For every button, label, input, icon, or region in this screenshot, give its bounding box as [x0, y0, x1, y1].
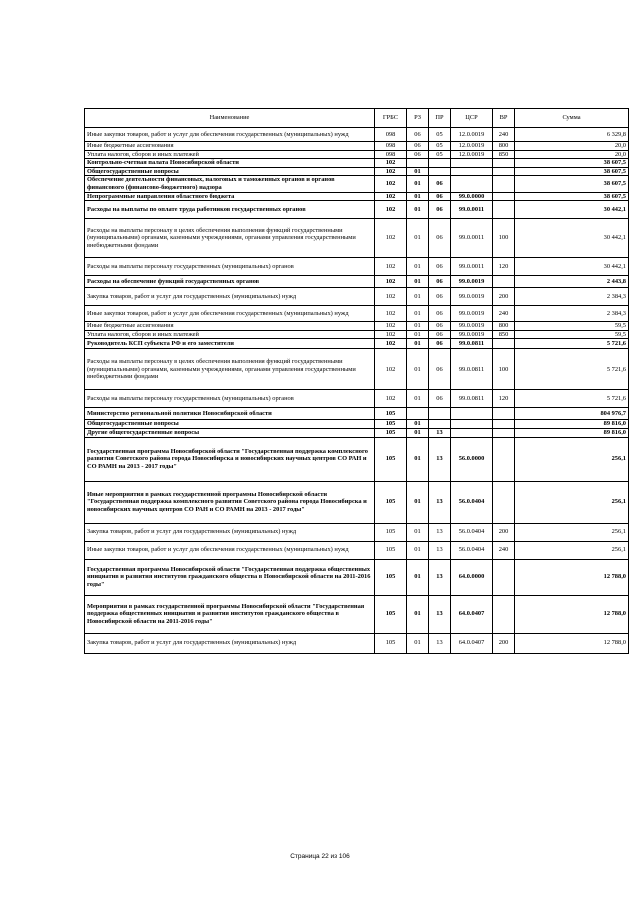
row-name: Расходы на выплаты по оплате труда работников государственных органов [85, 201, 375, 219]
row-csr: 56.0.0000 [451, 437, 493, 481]
row-vr [493, 595, 515, 633]
row-rz: 01 [407, 481, 429, 523]
table-row [85, 167, 629, 176]
row-name: Иные мероприятия в рамках государственной программы Новосибирской области "Государственная поддержка комплексного развития Советского района города Новосибирска и новосибирских научных центров СО РАН и СО РАМН на 2013 - 2017 годы" [85, 481, 375, 523]
row-name: Непрограммные направления областного бюджета [85, 192, 375, 201]
row-name: Иные бюджетные ассигнования [85, 142, 375, 151]
page-number: Страница 22 из 106 [290, 853, 350, 860]
row-pr: 06 [429, 192, 451, 201]
row-sum: 59,5 [515, 330, 629, 339]
row-name: Общегосударственные вопросы [85, 167, 375, 176]
header-rz: РЗ [407, 109, 429, 128]
row-sum: 5 721,6 [515, 390, 629, 408]
row-pr: 06 [429, 349, 451, 390]
row-vr: 100 [493, 349, 515, 390]
row-pr: 13 [429, 595, 451, 633]
row-name: Расходы на выплаты персоналу в целях обеспечения выполнения функций государственными (муниципальными) органами, казенными учреждениями, органами управления государственными внебюджетными фондами [85, 349, 375, 390]
row-grbs: 102 [375, 288, 407, 306]
row-name: Иные закупки товаров, работ и услуг для обеспечения государственных (муниципальных) нужд [85, 541, 375, 559]
row-grbs: 102 [375, 276, 407, 288]
row-name: Расходы на обеспечение функций государственных органов [85, 276, 375, 288]
row-csr: 99.0.0811 [451, 390, 493, 408]
row-grbs: 102 [375, 349, 407, 390]
row-name: Руководитель КСП субъекта РФ и его заместители [85, 339, 375, 349]
row-csr [451, 167, 493, 176]
row-vr [493, 339, 515, 349]
table-row [85, 349, 629, 390]
table-row [85, 258, 629, 276]
row-rz: 01 [407, 192, 429, 201]
row-csr: 99.0.0011 [451, 201, 493, 219]
row-rz [407, 159, 429, 168]
row-pr: 06 [429, 276, 451, 288]
row-name: Общегосударственные вопросы [85, 420, 375, 429]
row-name: Уплата налогов, сборов и иных платежей [85, 150, 375, 159]
header-vr: ВР [493, 109, 515, 128]
row-pr: 13 [429, 633, 451, 653]
row-grbs: 102 [375, 201, 407, 219]
row-vr [493, 176, 515, 192]
table-row [85, 633, 629, 653]
row-sum: 20,0 [515, 150, 629, 159]
row-vr [493, 408, 515, 420]
row-grbs: 105 [375, 408, 407, 420]
row-grbs: 102 [375, 167, 407, 176]
budget-table [84, 108, 629, 654]
table-row [85, 428, 629, 437]
table-row [85, 420, 629, 429]
row-grbs: 105 [375, 523, 407, 541]
row-csr: 64.0.0407 [451, 595, 493, 633]
row-sum: 38 607,5 [515, 167, 629, 176]
table-body [85, 128, 629, 654]
row-sum: 804 976,7 [515, 408, 629, 420]
row-rz: 01 [407, 541, 429, 559]
row-sum: 38 607,5 [515, 192, 629, 201]
row-pr: 06 [429, 330, 451, 339]
header-name: Наименование [85, 109, 375, 128]
row-grbs: 102 [375, 159, 407, 168]
row-vr: 120 [493, 390, 515, 408]
row-pr: 06 [429, 390, 451, 408]
header-csr: ЦСР [451, 109, 493, 128]
row-name: Расходы на выплаты персоналу государственных (муниципальных) органов [85, 390, 375, 408]
row-vr: 120 [493, 258, 515, 276]
row-csr: 99.0.0019 [451, 330, 493, 339]
row-vr: 800 [493, 322, 515, 331]
row-csr: 99.0.0011 [451, 219, 493, 258]
row-vr [493, 481, 515, 523]
row-grbs: 098 [375, 128, 407, 142]
row-name: Иные закупки товаров, работ и услуг для обеспечения государственных (муниципальных) нужд [85, 306, 375, 322]
table-row [85, 523, 629, 541]
row-vr [493, 437, 515, 481]
row-grbs: 102 [375, 192, 407, 201]
row-sum: 5 721,6 [515, 339, 629, 349]
row-csr [451, 176, 493, 192]
row-pr: 06 [429, 288, 451, 306]
table-row [85, 219, 629, 258]
row-vr: 240 [493, 306, 515, 322]
table-row [85, 330, 629, 339]
row-sum: 89 816,0 [515, 428, 629, 437]
row-rz: 06 [407, 150, 429, 159]
header-sum: Сумма [515, 109, 629, 128]
row-pr: 05 [429, 128, 451, 142]
row-pr: 13 [429, 428, 451, 437]
row-vr: 200 [493, 288, 515, 306]
row-vr: 200 [493, 523, 515, 541]
row-name: Контрольно-счетная палата Новосибирской области [85, 159, 375, 168]
row-pr: 13 [429, 523, 451, 541]
row-csr: 12.0.0019 [451, 142, 493, 151]
row-sum: 5 721,6 [515, 349, 629, 390]
row-sum: 38 607,5 [515, 176, 629, 192]
row-csr: 99.0.0019 [451, 306, 493, 322]
row-csr: 99.0.0011 [451, 258, 493, 276]
row-grbs: 102 [375, 306, 407, 322]
row-rz: 01 [407, 339, 429, 349]
row-pr: 06 [429, 339, 451, 349]
header-pr: ПР [429, 109, 451, 128]
table-row [85, 322, 629, 331]
row-pr: 13 [429, 541, 451, 559]
table-row [85, 276, 629, 288]
row-name: Закупка товаров, работ и услуг для государственных (муниципальных) нужд [85, 633, 375, 653]
row-rz: 01 [407, 306, 429, 322]
row-grbs: 102 [375, 322, 407, 331]
row-rz: 01 [407, 288, 429, 306]
row-csr [451, 428, 493, 437]
row-sum: 256,1 [515, 481, 629, 523]
table-row [85, 176, 629, 192]
row-vr: 850 [493, 330, 515, 339]
row-vr [493, 201, 515, 219]
row-csr: 99.0.0019 [451, 322, 493, 331]
header-grbs: ГРБС [375, 109, 407, 128]
row-sum: 30 442,1 [515, 258, 629, 276]
row-sum: 30 442,1 [515, 201, 629, 219]
row-rz: 01 [407, 276, 429, 288]
row-grbs: 105 [375, 633, 407, 653]
row-pr: 06 [429, 258, 451, 276]
row-rz: 01 [407, 420, 429, 429]
table-row [85, 306, 629, 322]
row-pr: 13 [429, 437, 451, 481]
row-rz: 01 [407, 390, 429, 408]
row-pr: 13 [429, 559, 451, 595]
row-pr [429, 167, 451, 176]
row-name: Министерство региональной политики Новосибирской области [85, 408, 375, 420]
row-name: Уплата налогов, сборов и иных платежей [85, 330, 375, 339]
row-sum: 256,1 [515, 541, 629, 559]
row-rz: 01 [407, 349, 429, 390]
table-row [85, 408, 629, 420]
row-sum: 2 384,3 [515, 306, 629, 322]
row-csr: 64.0.0000 [451, 559, 493, 595]
table-row [85, 150, 629, 159]
row-sum: 12 788,0 [515, 559, 629, 595]
row-rz: 01 [407, 437, 429, 481]
row-pr: 05 [429, 150, 451, 159]
row-name: Иные бюджетные ассигнования [85, 322, 375, 331]
row-grbs: 102 [375, 390, 407, 408]
table-row [85, 192, 629, 201]
row-rz: 01 [407, 258, 429, 276]
row-sum: 12 788,0 [515, 595, 629, 633]
row-name: Государственная программа Новосибирской области "Государственная поддержка общественных инициатив и развития институтов гражданского общества в Новосибирской области на 2011-2016 годы" [85, 559, 375, 595]
row-name: Мероприятия в рамках государственной программы Новосибирской области "Государственная поддержка общественных инициатив и развития институтов гражданского общества в Новосибирской области на 2011-2016 годы" [85, 595, 375, 633]
row-rz: 01 [407, 322, 429, 331]
row-grbs: 105 [375, 428, 407, 437]
row-sum: 2 443,8 [515, 276, 629, 288]
row-vr [493, 276, 515, 288]
row-name: Иные закупки товаров, работ и услуг для обеспечения государственных (муниципальных) нужд [85, 128, 375, 142]
row-grbs: 105 [375, 420, 407, 429]
row-rz: 01 [407, 219, 429, 258]
row-sum: 12 788,0 [515, 633, 629, 653]
row-pr [429, 408, 451, 420]
table-row [85, 339, 629, 349]
row-sum: 256,1 [515, 437, 629, 481]
row-vr: 800 [493, 142, 515, 151]
row-sum: 59,5 [515, 322, 629, 331]
row-rz: 01 [407, 428, 429, 437]
row-rz: 01 [407, 176, 429, 192]
row-grbs: 102 [375, 258, 407, 276]
table-row [85, 437, 629, 481]
row-vr [493, 420, 515, 429]
table-row [85, 390, 629, 408]
row-sum: 89 816,0 [515, 420, 629, 429]
table-row [85, 481, 629, 523]
row-name: Расходы на выплаты персоналу государственных (муниципальных) органов [85, 258, 375, 276]
row-pr [429, 159, 451, 168]
row-vr: 100 [493, 219, 515, 258]
table-row [85, 142, 629, 151]
row-csr: 56.0.0404 [451, 481, 493, 523]
table-row [85, 595, 629, 633]
row-grbs: 105 [375, 437, 407, 481]
table-row [85, 541, 629, 559]
row-pr: 13 [429, 481, 451, 523]
row-grbs: 098 [375, 150, 407, 159]
row-csr [451, 159, 493, 168]
table-header-row [85, 109, 629, 128]
row-name: Обеспечение деятельности финансовых, налоговых и таможенных органов и органов финансового (финансово-бюджетного) надзора [85, 176, 375, 192]
row-rz: 01 [407, 330, 429, 339]
table-row [85, 128, 629, 142]
row-pr [429, 420, 451, 429]
row-name: Закупка товаров, работ и услуг для государственных (муниципальных) нужд [85, 288, 375, 306]
row-rz: 01 [407, 595, 429, 633]
table-row [85, 559, 629, 595]
row-vr: 200 [493, 633, 515, 653]
row-csr: 99.0.0019 [451, 276, 493, 288]
row-csr [451, 408, 493, 420]
row-rz: 01 [407, 559, 429, 595]
row-vr: 240 [493, 128, 515, 142]
row-sum: 256,1 [515, 523, 629, 541]
row-grbs: 102 [375, 330, 407, 339]
row-pr: 06 [429, 322, 451, 331]
row-rz: 06 [407, 128, 429, 142]
table-row [85, 159, 629, 168]
row-csr: 99.0.0811 [451, 339, 493, 349]
row-pr: 06 [429, 219, 451, 258]
row-name: Расходы на выплаты персоналу в целях обеспечения выполнения функций государственными (муниципальными) органами, казенными учреждениями, органами управления государственными внебюджетными фондами [85, 219, 375, 258]
row-sum: 2 384,3 [515, 288, 629, 306]
row-vr: 240 [493, 541, 515, 559]
row-vr [493, 428, 515, 437]
row-name: Государственная программа Новосибирской области "Государственная поддержка комплексного развития Советского района города Новосибирска и новосибирских научных центров СО РАН и СО РАМН на 2013 - 2017 годы" [85, 437, 375, 481]
row-vr [493, 167, 515, 176]
row-grbs: 105 [375, 595, 407, 633]
row-rz: 01 [407, 167, 429, 176]
row-grbs: 105 [375, 481, 407, 523]
row-rz: 01 [407, 633, 429, 653]
row-rz: 01 [407, 201, 429, 219]
row-name: Закупка товаров, работ и услуг для государственных (муниципальных) нужд [85, 523, 375, 541]
row-vr [493, 159, 515, 168]
row-vr: 850 [493, 150, 515, 159]
row-pr: 06 [429, 176, 451, 192]
row-grbs: 105 [375, 541, 407, 559]
row-csr: 56.0.0404 [451, 541, 493, 559]
row-pr: 06 [429, 201, 451, 219]
row-vr [493, 192, 515, 201]
row-grbs: 102 [375, 339, 407, 349]
row-csr: 99.0.0000 [451, 192, 493, 201]
row-csr: 12.0.0019 [451, 128, 493, 142]
row-rz: 01 [407, 523, 429, 541]
row-sum: 20,0 [515, 142, 629, 151]
row-pr: 06 [429, 306, 451, 322]
row-csr: 99.0.0811 [451, 349, 493, 390]
row-sum: 6 329,8 [515, 128, 629, 142]
row-csr: 56.0.0404 [451, 523, 493, 541]
row-name: Другие общегосударственные вопросы [85, 428, 375, 437]
table-row [85, 201, 629, 219]
row-rz [407, 408, 429, 420]
row-grbs: 098 [375, 142, 407, 151]
row-csr: 99.0.0019 [451, 288, 493, 306]
row-grbs: 102 [375, 219, 407, 258]
row-csr: 64.0.0407 [451, 633, 493, 653]
row-sum: 38 607,5 [515, 159, 629, 168]
row-grbs: 105 [375, 559, 407, 595]
row-csr: 12.0.0019 [451, 150, 493, 159]
row-sum: 30 442,1 [515, 219, 629, 258]
row-rz: 06 [407, 142, 429, 151]
row-pr: 05 [429, 142, 451, 151]
row-csr [451, 420, 493, 429]
table-row [85, 288, 629, 306]
row-vr [493, 559, 515, 595]
row-grbs: 102 [375, 176, 407, 192]
